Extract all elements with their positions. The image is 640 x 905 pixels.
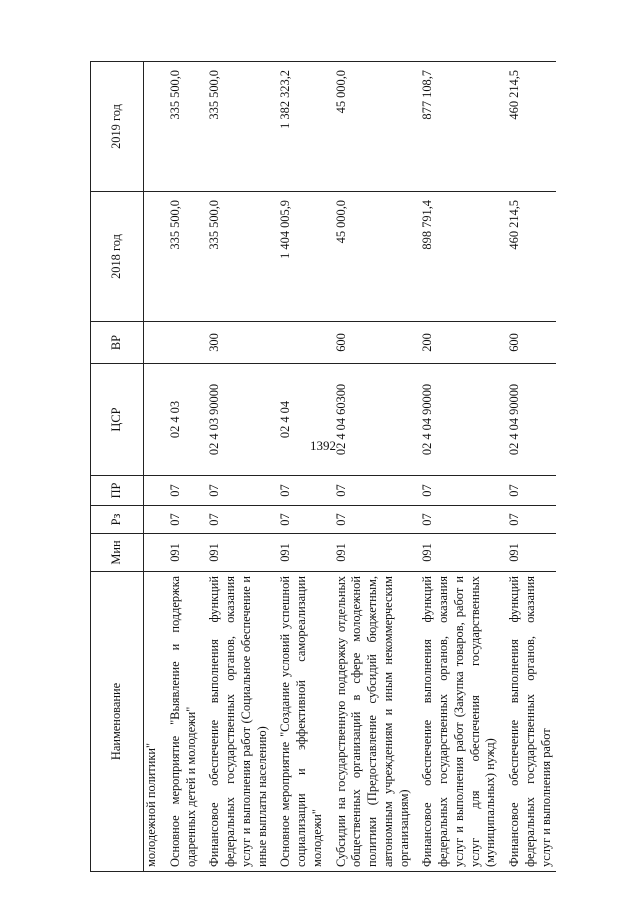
budget-table-page (90, 62, 580, 872)
row-2019: 335 500,0 (162, 62, 202, 192)
row-name: молодежной политики" (144, 572, 162, 872)
row-2019 (144, 62, 162, 192)
table-row (272, 62, 327, 872)
row-csr: 02 4 04 (272, 364, 327, 476)
row-2018: 460 214,5 (501, 192, 556, 322)
row-min: 091 (272, 534, 327, 572)
row-pr: 07 (414, 476, 501, 506)
row-2018: 898 791,4 (414, 192, 501, 322)
row-pr: 07 (162, 476, 202, 506)
row-min: 091 (328, 534, 415, 572)
row-csr (144, 364, 162, 476)
row-pr: 07 (201, 476, 272, 506)
row-2018: 335 500,0 (162, 192, 202, 322)
row-pr: 07 (501, 476, 556, 506)
table-row (328, 62, 415, 872)
table-row (162, 62, 202, 872)
table-header-row (91, 62, 144, 872)
row-min: 091 (501, 534, 556, 572)
row-min: 091 (201, 534, 272, 572)
row-rz: 07 (201, 506, 272, 534)
row-2019: 45 000,0 (328, 62, 415, 192)
row-2018: 45 000,0 (328, 192, 415, 322)
row-rz (144, 506, 162, 534)
table-row (144, 62, 162, 872)
header-pr: ПР (91, 476, 144, 506)
row-csr: 02 4 04 90000 (501, 364, 556, 476)
row-vr: 600 (328, 322, 415, 364)
row-2019: 335 500,0 (201, 62, 272, 192)
row-pr: 07 (328, 476, 415, 506)
row-csr: 02 4 03 90000 (201, 364, 272, 476)
row-2019: 877 108,7 (414, 62, 501, 192)
table-row (501, 62, 556, 872)
row-name: Финансовое обеспечение выполнения функций федеральных государственных органов, оказания услуг и выполнения работ (501, 572, 556, 872)
header-2018: 2018 год (91, 192, 144, 322)
row-csr: 02 4 03 (162, 364, 202, 476)
row-2018: 1 404 005,9 (272, 192, 327, 322)
row-vr (144, 322, 162, 364)
row-name: Финансовое обеспечение выполнения функций федеральных государственных органов, оказания услуг и выполнения работ (Закупка товаров, работ и услуг для обеспечения государственных (муниципальных) нужд) (414, 572, 501, 872)
header-name: Наименование (91, 572, 144, 872)
header-csr: ЦСР (91, 364, 144, 476)
row-vr: 300 (201, 322, 272, 364)
table-row (414, 62, 501, 872)
row-name: Финансовое обеспечение выполнения функций федеральных государственных органов, оказания услуг и выполнения работ (Социальное обеспечение и иные выплаты населению) (201, 572, 272, 872)
row-2019: 460 214,5 (501, 62, 556, 192)
row-min (144, 534, 162, 572)
row-min: 091 (162, 534, 202, 572)
header-min: Мин (91, 534, 144, 572)
table-row (201, 62, 272, 872)
page-number: 1392 (310, 438, 336, 453)
row-rz: 07 (501, 506, 556, 534)
row-rz: 07 (162, 506, 202, 534)
header-2019: 2019 год (91, 62, 144, 192)
row-pr (144, 476, 162, 506)
row-rz: 07 (328, 506, 415, 534)
row-name: Субсидии на государственную поддержку отдельных общественных организаций в сфере молодежной политики (Предоставление субсидий бюджетным, автономным учреждениям и иным некоммерческим организациям) (328, 572, 415, 872)
row-name: Основное мероприятие "Создание условий успешной социализации и эффективной самореализации молодежи" (272, 572, 327, 872)
row-vr (272, 322, 327, 364)
row-csr: 02 4 04 60300 (328, 364, 415, 476)
budget-table (90, 61, 556, 872)
row-2018: 335 500,0 (201, 192, 272, 322)
row-vr (162, 322, 202, 364)
row-rz: 07 (414, 506, 501, 534)
row-min: 091 (414, 534, 501, 572)
header-rz: Рз (91, 506, 144, 534)
row-name: Основное мероприятие "Выявление и поддержка одаренных детей и молодежи" (162, 572, 202, 872)
row-vr: 200 (414, 322, 501, 364)
row-2018 (144, 192, 162, 322)
header-vr: ВР (91, 322, 144, 364)
row-vr: 600 (501, 322, 556, 364)
row-2019: 1 382 323,2 (272, 62, 327, 192)
row-rz: 07 (272, 506, 327, 534)
row-pr: 07 (272, 476, 327, 506)
row-csr: 02 4 04 90000 (414, 364, 501, 476)
